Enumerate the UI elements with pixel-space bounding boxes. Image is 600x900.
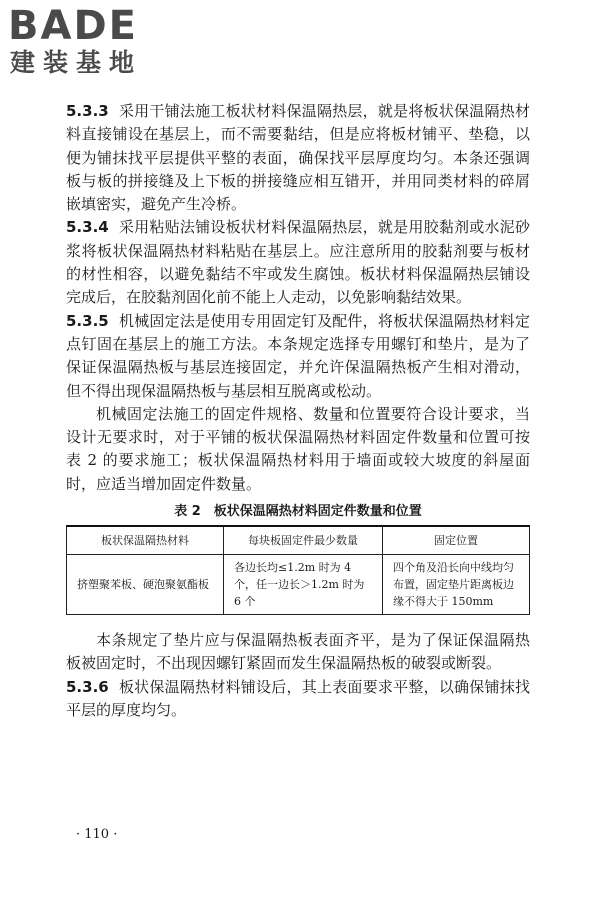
section-text: 采用粘贴法铺设板状材料保温隔热层，就是用胶黏剂或水泥砂浆将板状保温隔热材料粘贴在基层上。应注意所用的胶黏剂要与板材的材性相容，以避免黏结不牢或发生腐蚀。板状材料保温隔热层铺设完成后，在胶黏剂固化前不能上人走动，以免影响黏结效果。 xyxy=(66,218,530,307)
section-5-3-5 xyxy=(66,310,530,403)
table-caption: 表 2 板状保温隔热材料固定件数量和位置 xyxy=(174,504,422,520)
table-header-row xyxy=(67,526,530,555)
section-text: 板状保温隔热材料铺设后，其上表面要求平整，以确保铺抹找平层的厚度均匀。 xyxy=(66,677,530,719)
table-cell-min-count: 各边长均≤1.2m 时为 4 个，任一边长＞1.2m 时为 6 个 xyxy=(224,555,383,615)
table-cell-position: 四个角及沿长向中线均匀布置，固定垫片距离板边缘不得大于 150mm xyxy=(383,555,530,615)
logo-subtitle: 建装基地 xyxy=(10,48,143,77)
table-header-position: 固定位置 xyxy=(383,526,530,555)
logo-wordmark: BADE xyxy=(8,3,138,49)
section-5-3-3 xyxy=(66,100,530,216)
page-number: · 110 · xyxy=(76,827,118,842)
table-header-material: 板状保温隔热材料 xyxy=(67,526,224,555)
section-text: 采用干铺法施工板状材料保温隔热层，就是将板状保温隔热材料直接铺设在基层上，而不需要黏结，但是应将板材铺平、垫稳，以便为铺抹找平层提供平整的表面，确保找平层厚度均匀。本条还强调板与板的拼接缝及上下板的拼接缝应相互错开，并用同类材料的碎屑嵌填密实，避免产生冷桥。 xyxy=(66,102,530,214)
fastener-table xyxy=(66,525,530,615)
section-number: 5.3.4 xyxy=(66,218,109,237)
section-5-3-6 xyxy=(66,676,530,723)
section-5-3-4 xyxy=(66,216,530,309)
section-number: 5.3.6 xyxy=(66,677,109,696)
section-number: 5.3.3 xyxy=(66,102,109,120)
table-cell-material: 挤塑聚苯板、硬泡聚氨酯板 xyxy=(67,555,224,615)
document-body xyxy=(66,100,530,722)
section-text: 机械固定法是使用专用固定钉及配件，将板状保温隔热材料定点钉固在基层上的施工方法。本条规定选择专用螺钉和垫片，是为了保证保温隔热板与基层连接固定，并允许保温隔热板产生相对滑动，但不得出现保温隔热板与基层相互脱离或松动。 xyxy=(66,311,530,400)
table-header-min-count: 每块板固定件最少数量 xyxy=(224,526,383,555)
logo xyxy=(8,4,142,78)
table-row xyxy=(67,555,530,615)
paragraph-fixing-requirements: 机械固定法施工的固定件规格、数量和位置要符合设计要求，当设计无要求时，对于平铺的板状保温隔热材料固定件数量和位置可按表 2 的要求施工；板状保温隔热材料用于墙面或较大坡度的斜屋面时，应适当增加固定件数量。 xyxy=(66,404,530,493)
paragraph-washer: 本条规定了垫片应与保温隔热板表面齐平，是为了保证保温隔热板被固定时，不出现因螺钉紧固而发生保温隔热板的破裂或断裂。 xyxy=(66,631,530,673)
section-number: 5.3.5 xyxy=(66,311,109,330)
